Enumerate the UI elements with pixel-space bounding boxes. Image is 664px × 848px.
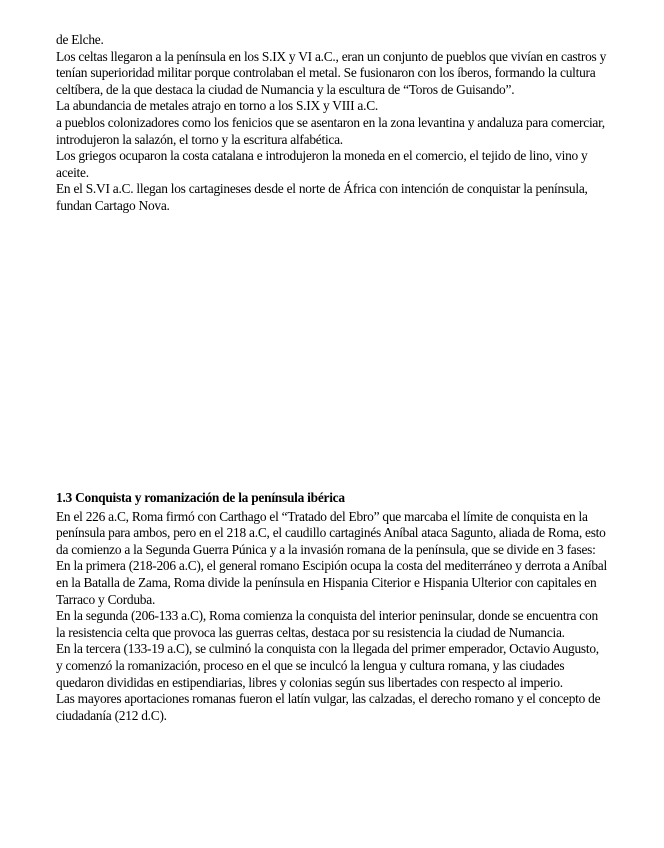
- paragraph-metales: La abundancia de metales atrajo en torno a los S.IX y VIII a.C.: [56, 98, 379, 114]
- paragraph-griegos: Los griegos ocuparon la costa catalana e introdujeron la moneda en el comercio, el tejido de lino, vino y aceite.: [56, 148, 588, 180]
- paragraph-aportaciones: Las mayores aportaciones romanas fueron el latín vulgar, las calzadas, el derecho romano y el concepto de ciudadanía (212 d.C).: [56, 691, 601, 723]
- text-section-prehistory: [56, 32, 608, 215]
- paragraph-primera-fase: En la primera (218-206 a.C), el general romano Escipión ocupa la costa del mediterráneo y derrota a Aníbal en la Batalla de Zama, Roma divide la península en Hispania Citerior e Hispania Ulterior con capitales en Tarraco y Corduba.: [56, 558, 607, 607]
- paragraph-cartagineses: En el S.VI a.C. llegan los cartagineses desde el norte de África con intención de conquistar la península, fundan Cartago Nova.: [56, 181, 588, 213]
- paragraph-segunda-fase: En la segunda (206-133 a.C), Roma comienza la conquista del interior peninsular, donde se encuentra con la resistencia celta que provoca las guerras celtas, destaca por su resistencia la ciudad de Numancia.: [56, 608, 598, 640]
- section-heading: 1.3 Conquista y romanización de la península ibérica: [56, 490, 345, 505]
- paragraph-fenicios: a pueblos colonizadores como los fenicios que se asentaron en la zona levantina y andaluza para comerciar, introdujeron la salazón, el torno y la escritura alfabética.: [56, 114, 605, 147]
- text-section-romanizacion: [56, 490, 608, 724]
- paragraph-elche: de Elche.: [56, 32, 104, 47]
- paragraph-celtas: Los celtas llegaron a la península en los S.IX y VI a.C., eran un conjunto de pueblos que vivían en castros y tenían superioridad militar porque controlaban el metal. Se fusionaron con los íberos, formando la cultura celtíbera, de la que destaca la ciudad de Numancia y la escultura de “Toros de Guisando”.: [56, 48, 607, 97]
- paragraph-tratado-ebro: En el 226 a.C, Roma firmó con Carthago el “Tratado del Ebro” que marcaba el límite de conquista en la península para ambos, pero en el 218 a.C, el caudillo cartaginés Aníbal ataca Sagunto, aliada de Roma, esto da comienzo a la Segunda Guerra Púnica y a la invasión romana de la península, que se divide en 3 fases:: [56, 508, 606, 557]
- paragraph-tercera-fase: En la tercera (133-19 a.C), se culminó la conquista con la llegada del primer emperador, Octavio Augusto, y comenzó la romanización, proceso en el que se inculcó la lengua y cultura romana, y las ciudades quedaron divididas en estipendiarias, libres y colonias según sus libertades con respecto al imperio.: [56, 641, 599, 690]
